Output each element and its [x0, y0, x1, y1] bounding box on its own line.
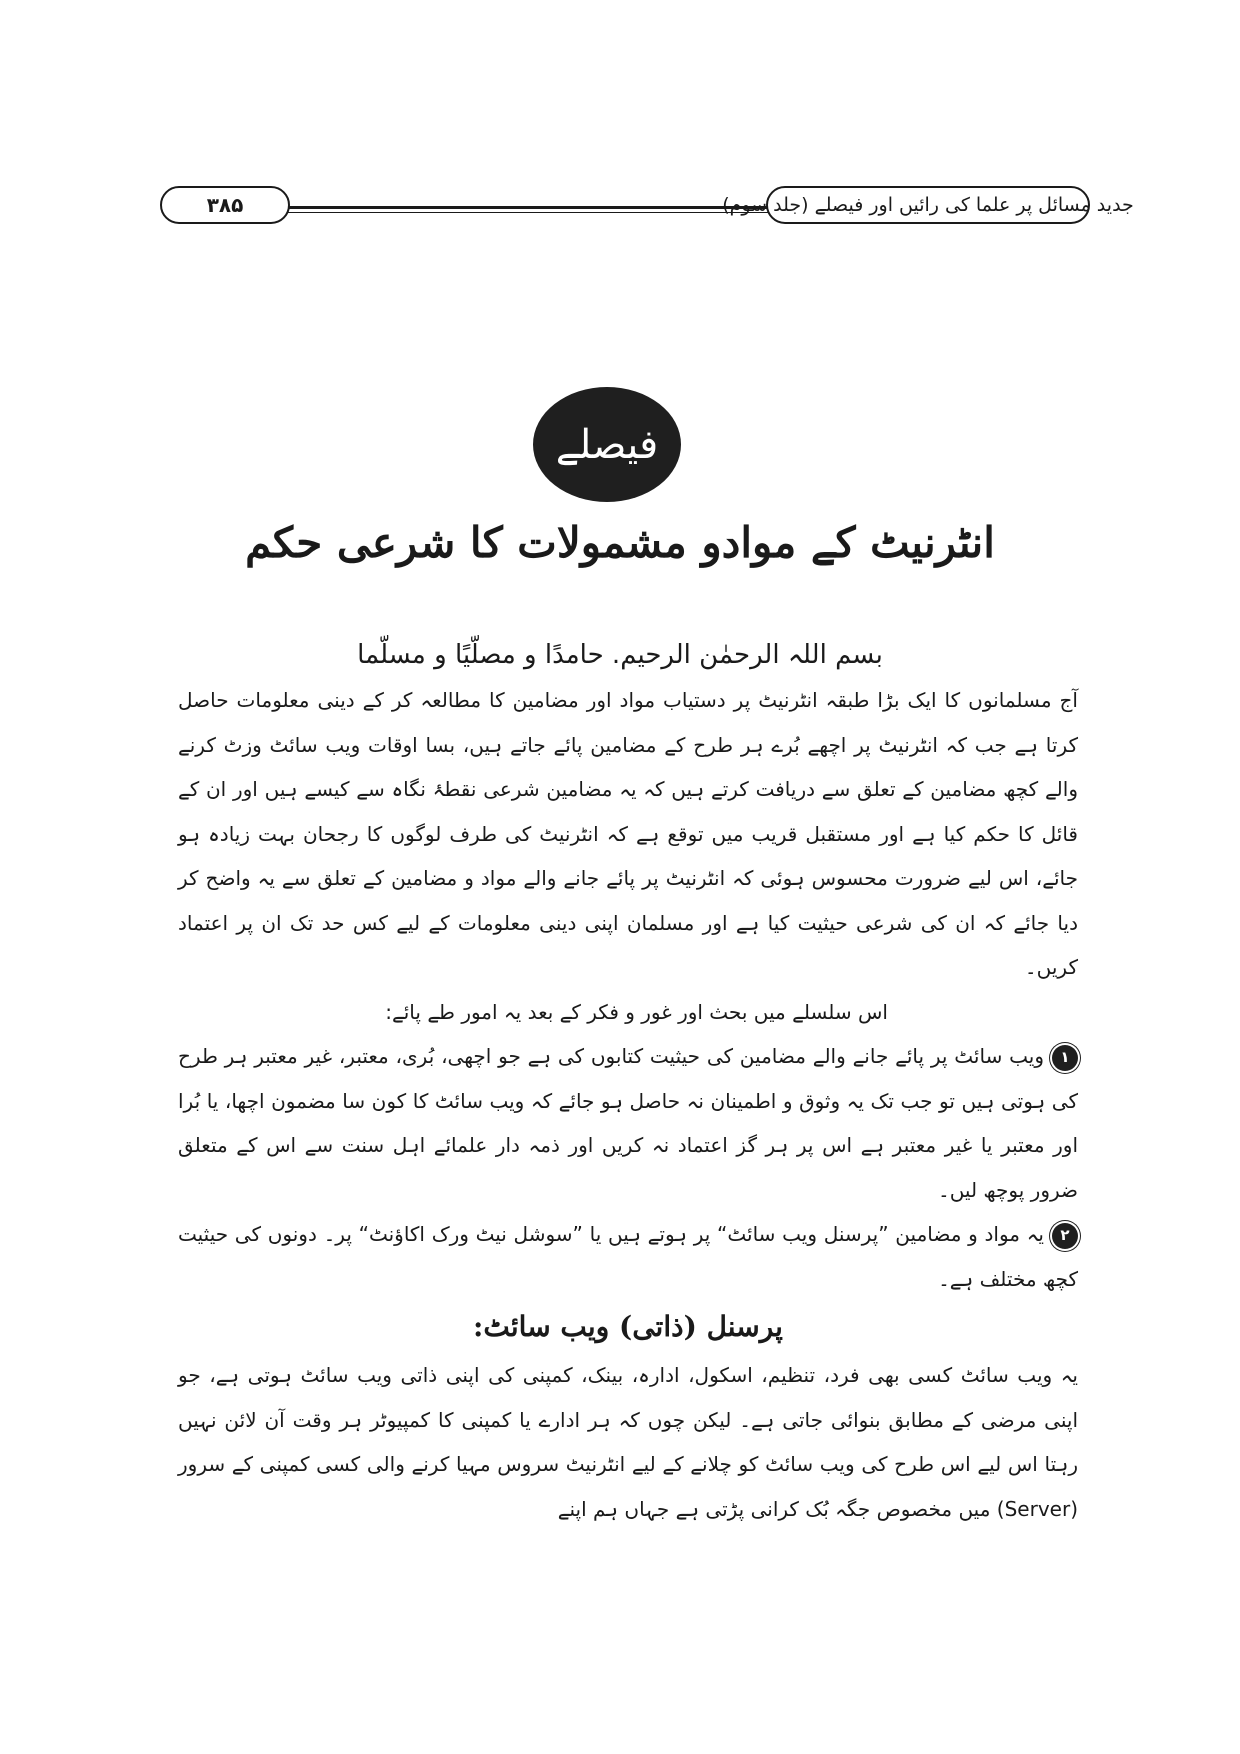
decision-item-1: [178, 1034, 1078, 1212]
emblem-label: فیصلے: [555, 421, 659, 468]
page-number: ۳۸۵: [160, 186, 290, 224]
decision-item-text: یہ مواد و مضامین ”پرسنل ویب سائٹ“ پر ہوتے ہیں یا ”سوشل نیٹ ورک اکاؤنٹ“ پر۔ دونوں کی حیثیت کچھ مختلف ہے۔: [178, 1222, 1078, 1291]
body-text: [178, 678, 1078, 1531]
number-circle-icon: ۱: [1052, 1045, 1078, 1071]
faisle-oval-badge-icon: [533, 387, 681, 502]
decision-item-text: ویب سائٹ پر پائے جانے والے مضامین کی حیثیت کتابوں کی ہے جو اچھی، بُری، معتبر، غیر معتبر ہر طرح کی ہوتی ہیں تو جب تک یہ وثوق و اطمینان نہ حاصل ہو جائے کہ ویب سائٹ کا کون سا مضمون اچھا، یا بُرا اور معتبر یا غیر معتبر ہے اس پر ہر گز اعتماد نہ کریں اور ذمہ دار علمائے اہل سنت سے اس کے متعلق ضرور پوچھ لیں۔: [178, 1044, 1078, 1202]
decision-item-2: [178, 1212, 1078, 1301]
chapter-title: انٹرنیٹ کے موادو مشمولات کا شرعی حکم: [245, 518, 995, 567]
page-header: [160, 186, 1134, 226]
lead-in-line: اس سلسلے میں بحث اور غور و فکر کے بعد یہ امور طے پائے:: [385, 999, 888, 1024]
header-double-rule: [288, 206, 768, 213]
running-book-title: جدید مسائل پر علما کی رائیں اور فیصلے (جلد سوم): [766, 186, 1090, 224]
number-circle-icon: ۲: [1052, 1223, 1078, 1249]
basmala-line: بسم اللہ الرحمٰن الرحیم. حامدًا و مصلّیًا و مسلّما: [357, 640, 883, 670]
section-paragraph: یہ ویب سائٹ کسی بھی فرد، تنظیم، اسکول، ادارہ، بینک، کمپنی کی اپنی ذاتی ویب سائٹ ہوتی ہے، جو اپنی مرضی کے مطابق بنوائی جاتی ہے۔ لیکن چوں کہ ہر ادارے یا کمپنی کا کمپیوٹر ہر وقت آن لائن نہیں رہتا اس لیے اس طرح کی ویب سائٹ کو چلانے کے لیے انٹرنیٹ سروس مہیا کرنے والی کسی کمپنی کے سرور (Server) میں مخصوص جگہ بُک کرانی پڑتی ہے جہاں ہم اپنے: [178, 1363, 1078, 1521]
section-heading: پرسنل (ذاتی) ویب سائٹ:: [473, 1310, 783, 1343]
intro-paragraph: آج مسلمانوں کا ایک بڑا طبقہ انٹرنیٹ پر دستیاب مواد اور مضامین کا مطالعہ کر کے دینی معلومات حاصل کرتا ہے جب کہ انٹرنیٹ پر اچھے بُرے ہر طرح کے مضامین پائے جاتے ہیں، بسا اوقات ویب سائٹ وزٹ کرنے والے کچھ مضامین کے تعلق سے دریافت کرتے ہیں کہ یہ مضامین شرعی نقطۂ نگاہ سے کیسے ہیں اور ان کے قائل کا حکم کیا ہے اور مستقبل قریب میں توقع ہے کہ انٹرنیٹ کی طرف لوگوں کا رجحان بہت زیادہ ہو جائے، اس لیے ضرورت محسوس ہوئی کہ انٹرنیٹ پر پائے جانے والے مواد و مضامین کے تعلق سے یہ واضح کر دیا جائے کہ ان کی شرعی حیثیت کیا ہے اور مسلمان اپنی دینی معلومات کے لیے کس حد تک ان پر اعتماد کریں۔: [178, 688, 1078, 979]
